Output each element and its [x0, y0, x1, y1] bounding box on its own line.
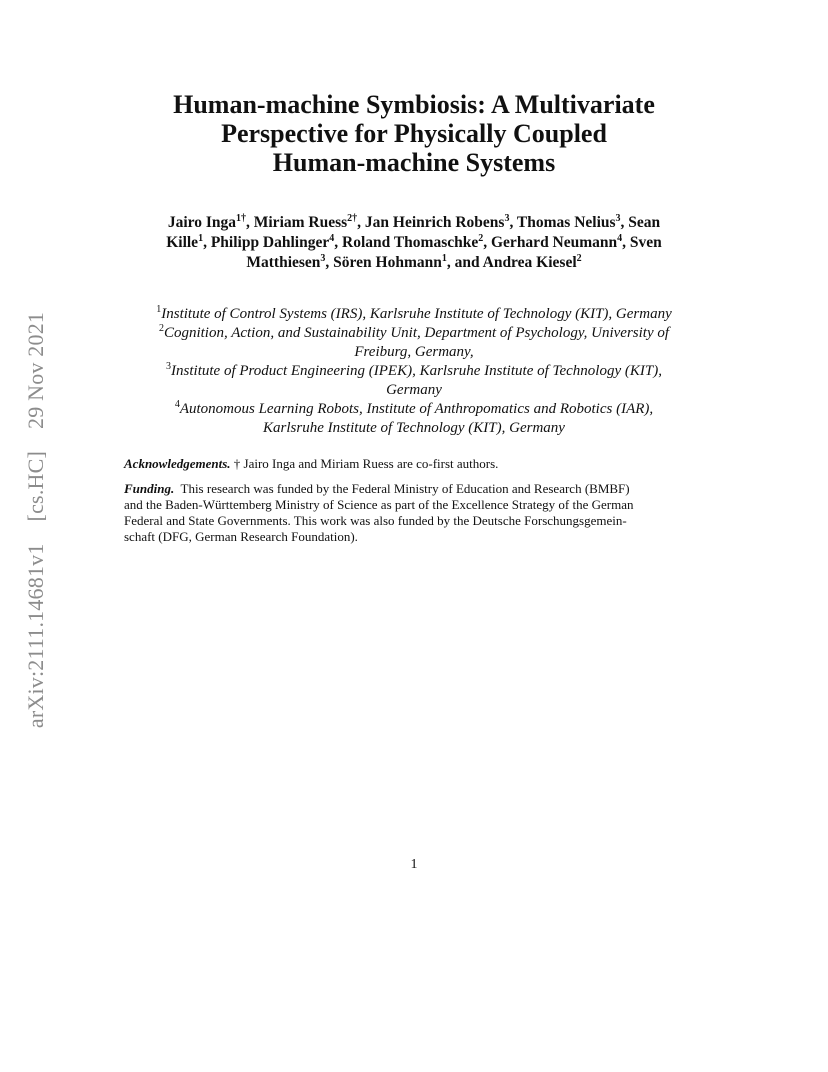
funding-line [124, 481, 706, 497]
title-line: Human-machine Systems [272, 148, 556, 177]
affiliation-marker: 3 [166, 361, 172, 372]
affiliation-marker: 2 [158, 323, 164, 334]
affiliation-text: Autonomous Learning Robots, Institute of Anthropomatics and Robotics (IAR), [179, 401, 654, 417]
author-affiliation-marker: 1 [441, 252, 447, 264]
author-affiliation-marker: 1 [198, 232, 204, 244]
author-name: Thomas Nelius [516, 214, 616, 231]
author-name: Sören Hohmann [333, 254, 442, 271]
author-affiliation-marker: 4 [329, 232, 335, 244]
funding-text: This research was funded by the Federal Ministry of Education and Research (BMBF) [180, 481, 630, 496]
affiliation-continuation: Germany [386, 382, 442, 398]
funding-label: Funding. [124, 481, 175, 496]
affiliation-continuation: Freiburg, Germany, [354, 344, 474, 360]
author-line: Kille$^1$, Philipp Dahlinger$^4$, Roland Thomaschke$^2$, Gerhard Neumann$^4$, Sven [166, 232, 662, 251]
author-name: Roland Thomaschke [342, 234, 479, 251]
arxiv-date: 29 Nov 2021 [23, 311, 48, 429]
author-affiliation-marker: 3 [320, 252, 326, 264]
author-list [128, 213, 700, 273]
paper-title [120, 90, 708, 177]
affiliation [128, 400, 700, 419]
author-affiliation-marker: 4 [617, 232, 623, 244]
affiliation-list [128, 305, 700, 438]
acknowledgements [124, 456, 706, 472]
funding-line: and the Baden-Württemberg Ministry of Science as part of the Excellence Strategy of the German [124, 497, 634, 512]
author-affiliation-marker: 2 [478, 232, 484, 244]
title-line: Human-machine Symbiosis: A Multivariate [173, 90, 655, 119]
author-line: Jairo Inga$^{1\dagger}$, Miriam Ruess$^{2\dagger}$, Jan Heinrich Robens$^3$, Thomas Nelius$^3$, Sean [167, 212, 661, 231]
author-name: Miriam Ruess [253, 214, 348, 231]
author-affiliation-marker: 2 [576, 252, 582, 264]
author-affiliation-marker: 1† [236, 212, 246, 224]
affiliation-marker: 4 [174, 399, 180, 410]
arxiv-stamp [23, 312, 49, 728]
author-name: Philipp Dahlinger [210, 234, 330, 251]
author-name: Gerhard Neumann [491, 234, 618, 251]
author-line: Matthiesen$^3$, Sören Hohmann$^1$, and Andrea Kiesel$^2$ [246, 252, 582, 271]
author-name: Andrea Kiesel [482, 254, 577, 271]
author-affiliation-marker: 3 [504, 212, 510, 224]
author-affiliation-marker: 3 [615, 212, 621, 224]
arxiv-category: [cs.HC] [23, 450, 48, 522]
acknowledgements-text: † Jairo Inga and Miriam Ruess are co-first authors. [233, 456, 499, 471]
arxiv-id: arXiv:2111.14681v1 [23, 543, 48, 729]
author-name: Jairo Inga [167, 214, 236, 231]
page-number: 1 [410, 857, 418, 872]
affiliation-text: Institute of Control Systems (IRS), Karlsruhe Institute of Technology (KIT), Germany [161, 306, 672, 322]
affiliation-text: Cognition, Action, and Sustainability Unit, Department of Psychology, University of [163, 325, 670, 341]
affiliation-continuation: Karlsruhe Institute of Technology (KIT), Germany [263, 420, 565, 436]
affiliation-text: Institute of Product Engineering (IPEK), Karlsruhe Institute of Technology (KIT), [171, 363, 662, 379]
affiliation [128, 324, 700, 343]
title-line: Perspective for Physically Coupled [221, 119, 607, 148]
funding-line: Federal and State Governments. This work was also funded by the Deutsche Forschungsgemein- [124, 513, 627, 528]
acknowledgements-label: Acknowledgements. [124, 456, 231, 471]
affiliation [128, 362, 700, 381]
funding-statement [124, 481, 706, 545]
affiliation-marker: 1 [156, 304, 162, 315]
funding-line: schaft (DFG, German Research Foundation). [124, 529, 358, 544]
author-affiliation-marker: 2† [347, 212, 358, 224]
affiliation [128, 305, 700, 324]
author-name: Jan Heinrich Robens [364, 214, 505, 231]
